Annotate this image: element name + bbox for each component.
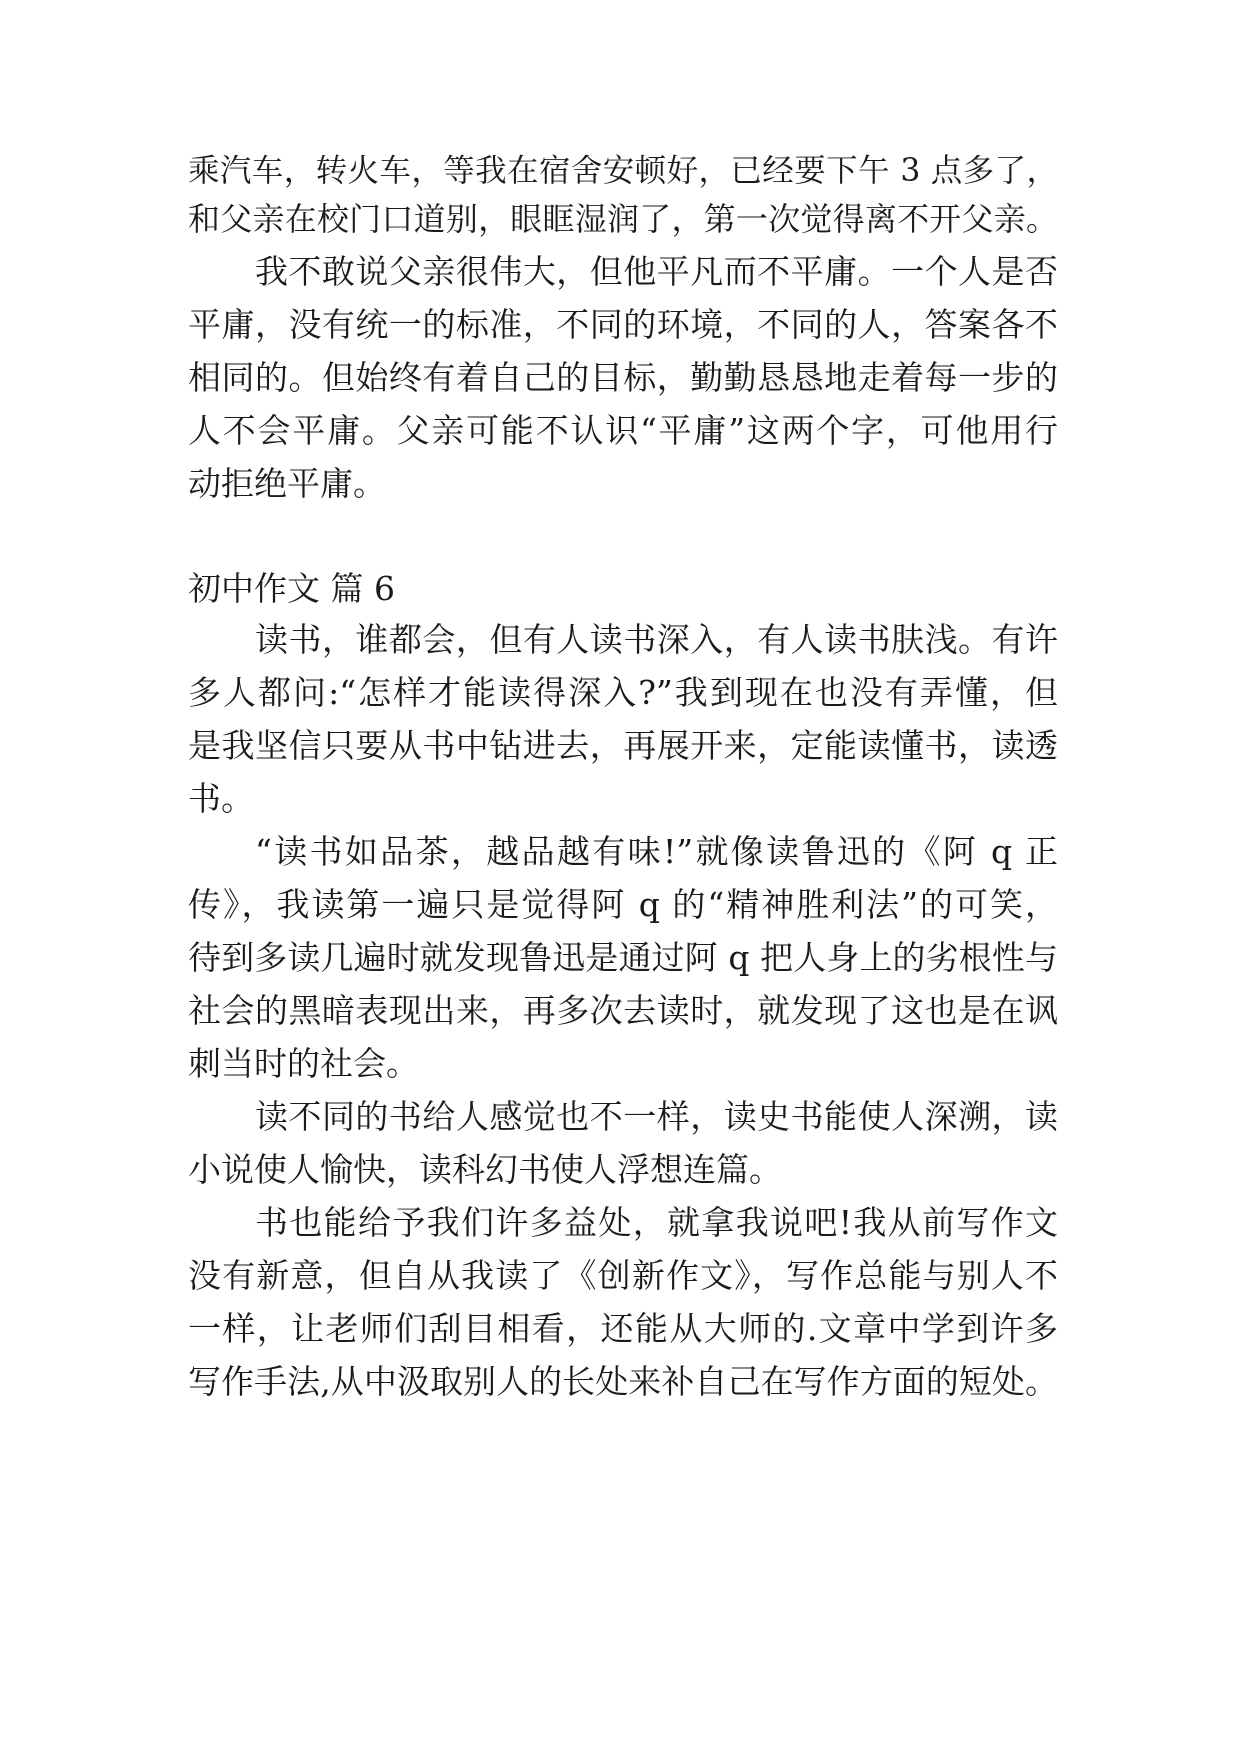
paragraph-1-line-2: 和父亲在校门口道别，眼眶湿润了，第一次觉得离不开父亲。	[188, 200, 1058, 238]
paragraph-2-line-1: 我不敢说父亲很伟大，但他平凡而不平庸。一个人是否	[255, 252, 1058, 291]
paragraph-2-line-2: 平庸，没有统一的标准，不同的环境，不同的人，答案各不	[188, 305, 1058, 344]
paragraph-3-line-3: 是我坚信只要从书中钻进去，再展开来，定能读懂书，读透	[188, 726, 1058, 765]
paragraph-6-line-4: 写作手法,从中汲取别人的长处来补自己在写作方面的短处。	[188, 1362, 1058, 1401]
paragraph-2-line-5: 动拒绝平庸。	[188, 464, 386, 503]
paragraph-4-line-2: 传》，我读第一遍只是觉得阿 q 的“精神胜利法”的可笑，	[188, 885, 1058, 924]
section-heading: 初中作文 篇 6	[188, 569, 395, 608]
paragraph-2-line-3: 相同的。但始终有着自己的目标，勤勤恳恳地走着每一步的	[188, 358, 1058, 397]
paragraph-3-line-4: 书。	[188, 779, 254, 818]
paragraph-4-line-5: 刺当时的社会。	[188, 1044, 419, 1083]
paragraph-6-line-1: 书也能给予我们许多益处，就拿我说吧!我从前写作文	[255, 1203, 1058, 1242]
paragraph-1-line-1: 乘汽车，转火车，等我在宿舍安顿好，已经要下午 3 点多了，	[188, 153, 1058, 189]
paragraph-5-line-2: 小说使人愉快，读科幻书使人浮想连篇。	[188, 1150, 782, 1189]
paragraph-6-line-3: 一样，让老师们刮目相看，还能从大师的.文章中学到许多	[188, 1309, 1058, 1348]
paragraph-4-line-1: “读书如品茶，越品越有味!”就像读鲁迅的《阿 q 正	[255, 832, 1058, 871]
paragraph-2-line-4: 人不会平庸。父亲可能不认识“平庸”这两个字，可他用行	[188, 411, 1058, 450]
paragraph-6-line-2: 没有新意，但自从我读了《创新作文》，写作总能与别人不	[188, 1256, 1058, 1295]
paragraph-3-line-1: 读书，谁都会，但有人读书深入，有人读书肤浅。有许	[255, 620, 1058, 659]
paragraph-3-line-2: 多人都问:“怎样才能读得深入?”我到现在也没有弄懂，但	[188, 673, 1058, 712]
paragraph-4-line-3: 待到多读几遍时就发现鲁迅是通过阿 q 把人身上的劣根性与	[188, 938, 1058, 977]
paragraph-4-line-4: 社会的黑暗表现出来，再多次去读时，就发现了这也是在讽	[188, 991, 1058, 1030]
paragraph-5-line-1: 读不同的书给人感觉也不一样，读史书能使人深溯，读	[255, 1097, 1058, 1136]
